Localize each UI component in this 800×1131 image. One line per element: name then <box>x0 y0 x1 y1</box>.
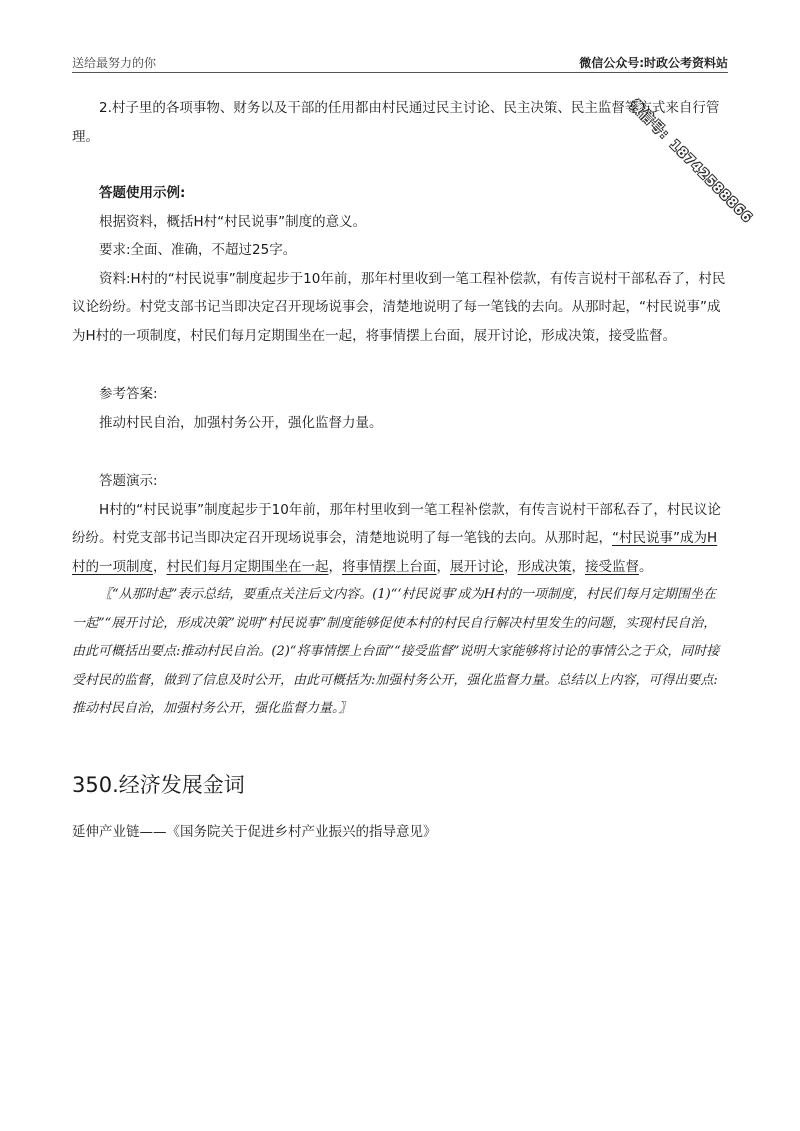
answer-text: 推动村民自治，加强村务公开，强化监督力量。 <box>99 414 383 431</box>
demo-sep-2: ， <box>328 558 342 575</box>
demo-text-pre: H村的“村民说事”制度起步于10年前，那年村里收到一笔工程补偿款，有传言说村干部私吞了，村民议论纷纷。村党支部书记当即决定召开现场说事会，清楚地说明了每一笔钱的去向。从那时起， <box>72 501 721 546</box>
demo-underline-1: “村民说事”成为H村的一项制度 <box>72 530 718 575</box>
demo-sep-6: 。 <box>639 558 653 575</box>
watermark: 微信号：18742588866 <box>626 97 755 227</box>
document-body <box>72 94 728 846</box>
demo-heading: 答题演示: <box>99 473 158 489</box>
demo-sep-3: ， <box>436 558 450 575</box>
demo-underline-3: 将事情摆上台面 <box>342 558 437 575</box>
page-header <box>72 50 728 73</box>
example-material: 资料:H村的“村民说事”制度起步于10年前，那年村里收到一笔工程补偿款，有传言说村干部私吞了，村民议论纷纷。村党支部书记当即决定召开现场说事会，清楚地说明了每一笔钱的去向。从那时起，“村民说事”成为H村的一项制度，村民们每月定期围坐在一起，将事情摆上台面，展开讨论，形成决策，接受监督。 <box>72 270 726 344</box>
header-slogan: 送给最努力的你 <box>72 56 157 70</box>
demo-sep-4: ， <box>504 558 518 575</box>
demo-paragraph <box>72 496 728 582</box>
example-heading: 答题使用示例: <box>99 185 186 201</box>
analysis-note: 〖“从那时起”表示总结，要重点关注后文内容。(1)“‘村民说事’成为H村的一项制度，村民们每月定期围坐在一起”“展开讨论，形成决策”说明“村民说事”制度能够促使本村的村民自行解决村里发生的问题，实现村民自治，由此可概括出要点:推动村民自治。(2)“将事情摆上台面”“接受监督”说明大家能够将讨论的事情公之于众，同时接受村民的监督，做到了信息及时公开，由此可概括为:加强村务公开，强化监督力量。总结以上内容，可得出要点:推动村民自治，加强村务公开，强化监督力量。〗 <box>72 587 720 716</box>
answer-heading: 参考答案: <box>99 386 158 402</box>
header-source: 微信公众号:时政公考资料站 <box>579 56 728 70</box>
demo-underline-6: 接受监督 <box>585 558 639 575</box>
example-requirement: 要求:全面、准确，不超过25字。 <box>99 242 297 258</box>
intro-paragraph: 2.村子里的各项事物、财务以及干部的任用都由村民通过民主讨论、民主决策、民主监督等方式来自行管理。 <box>72 100 720 145</box>
demo-underline-5: 形成决策 <box>517 558 572 575</box>
demo-sep-5: ， <box>571 558 585 575</box>
section-subtitle: 延伸产业链——《国务院关于促进乡村产业振兴的指导意见》 <box>72 823 437 840</box>
demo-underline-2: 村民们每月定期围坐在一起 <box>166 558 329 575</box>
section-title: 350.经济发展金词 <box>72 772 245 797</box>
demo-sep-1: ， <box>153 558 167 575</box>
demo-underline-4: 展开讨论 <box>450 558 504 575</box>
example-question: 根据资料，概括H村“村民说事”制度的意义。 <box>99 213 367 230</box>
